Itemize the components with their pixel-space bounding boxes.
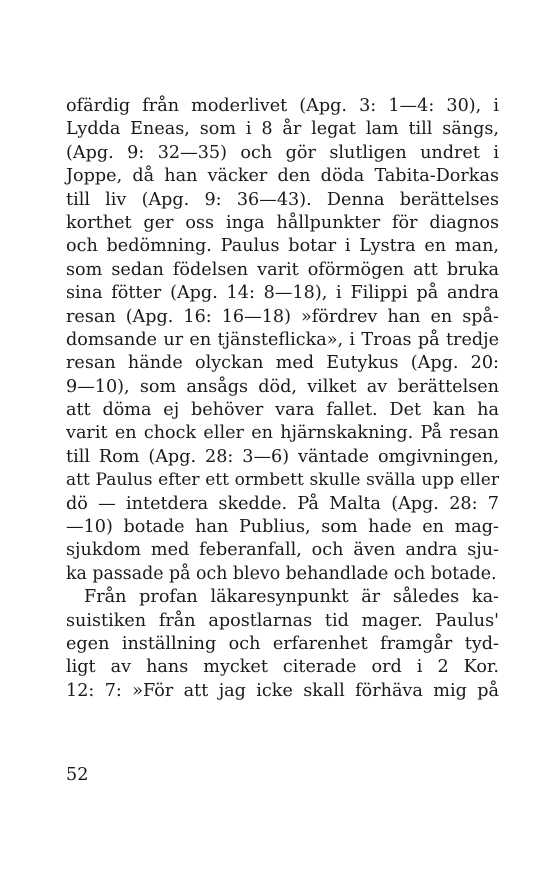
text-line: till liv (Apg. 9: 36—43). Denna berättelses bbox=[66, 189, 499, 210]
text-line: Lydda Eneas, som i 8 år legat lam till sängs, bbox=[66, 119, 499, 140]
text-line: ligt av hans mycket citerade ord i 2 Kor. bbox=[66, 657, 499, 678]
text-line: korthet ger oss inga hållpunkter för diagnos bbox=[66, 212, 499, 233]
text-line: att döma ej behöver vara fallet. Det kan ha bbox=[66, 400, 499, 421]
text-line: att Paulus efter ett ormbett skulle svälla upp eller bbox=[66, 470, 499, 491]
text-line: som sedan födelsen varit oförmögen att bruka bbox=[66, 259, 499, 280]
text-line: och bedömning. Paulus botar i Lystra en man, bbox=[66, 236, 499, 257]
text-line: Från profan läkaresynpunkt är således ka- bbox=[84, 587, 499, 608]
text-line: sina fötter (Apg. 14: 8—18), i Filippi på andra bbox=[66, 283, 499, 304]
text-line: sjukdom med feberanfall, och även andra sju- bbox=[66, 540, 499, 561]
text-line: ofärdig från moderlivet (Apg. 3: 1—4: 30), i bbox=[66, 96, 499, 116]
text-line: dö — intetdera skedde. På Malta (Apg. 28: 7 bbox=[66, 493, 499, 514]
text-line: resan (Apg. 16: 16—18) »fördrev han en spå- bbox=[66, 306, 499, 327]
text-line: 12: 7: »För att jag icke skall förhäva mig på bbox=[66, 680, 499, 701]
text-line: domsande ur en tjänsteflicka», i Troas på tredje bbox=[66, 329, 499, 350]
text-line: egen inställning och erfarenhet framgår tyd- bbox=[66, 633, 499, 654]
text-line: (Apg. 9: 32—35) och gör slutligen undret i bbox=[66, 142, 499, 163]
text-line: ka passade på och blevo behandlade och botade. bbox=[66, 563, 497, 584]
text-line: varit en chock eller en hjärnskakning. På resan bbox=[66, 423, 499, 444]
text-line: suistiken från apostlarnas tid mager. Paulus' bbox=[66, 610, 499, 631]
page-number: 52 bbox=[66, 765, 89, 785]
paragraph-2 bbox=[66, 586, 499, 703]
text-line: 9—10), som ansågs död, vilket av berättelsen bbox=[66, 376, 499, 397]
text-line: resan hände olyckan med Eutykus (Apg. 20: bbox=[66, 353, 499, 374]
text-line: —10) botade han Publius, som hade en mag- bbox=[66, 517, 499, 538]
paragraph-1 bbox=[66, 95, 499, 586]
text-line: till Rom (Apg. 28: 3—6) väntade omgivningen, bbox=[66, 446, 499, 467]
text-line: Joppe, då han väcker den döda Tabita-Dorkas bbox=[66, 166, 499, 187]
body-text bbox=[66, 95, 499, 703]
